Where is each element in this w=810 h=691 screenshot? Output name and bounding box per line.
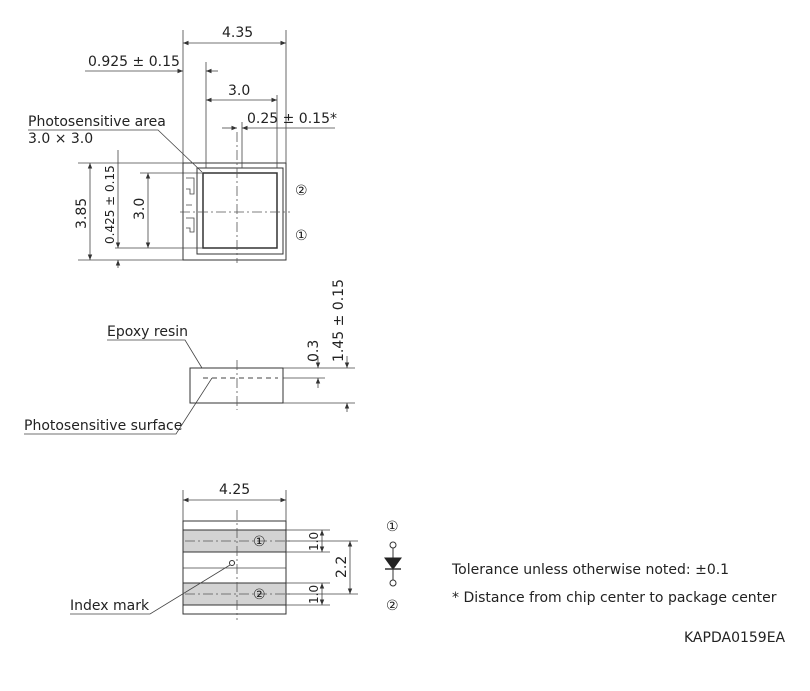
dim-pad-2: 1.0 [307,584,321,604]
dim-center-offset: 0.25 ± 0.15* [247,111,337,127]
side-view [24,279,355,434]
label-photosensitive-surface: Photosensitive surface [24,418,183,434]
label-photosensitive-area: Photosensitive area [28,114,166,130]
top-package-outline [183,163,286,260]
pin-2-mark: ② [295,183,308,199]
dim-offset-top: 0.925 ± 0.15 [88,54,180,70]
notes [451,562,786,646]
note-tolerance: Tolerance unless otherwise noted: ±0.1 [452,562,730,578]
top-view [28,25,337,268]
index-mark-dot [230,561,235,566]
dim-thickness: 1.45 ± 0.15 [331,279,347,362]
dim-height-top: 3.85 [74,197,90,229]
pin-1-mark: ① [295,228,308,244]
note-footnote: * Distance from chip center to package center [452,590,777,606]
diode-symbol [385,519,401,614]
bond-pad-feature [186,178,194,232]
diode-triangle [385,558,401,569]
photosensitive-area-inner [203,173,277,248]
label-epoxy-resin: Epoxy resin [107,324,189,340]
dim-pitch: 2.2 [334,555,350,578]
pad-1-label: ① [253,534,266,550]
photosensitive-area-outer [197,168,283,254]
label-photosensitive-area-size: 3.0 × 3.0 [28,131,94,147]
dim-width-top: 4.35 [222,25,254,41]
pad-2-label: ② [253,587,266,603]
bottom-view [70,482,358,620]
dim-area-height: 3.0 [132,197,148,220]
dim-area-width: 3.0 [228,83,251,99]
dim-width-bottom: 4.25 [219,482,251,498]
dim-surface-depth: 0.3 [306,339,322,362]
diode-pin-1: ① [386,519,399,535]
dim-pad-1: 1.0 [307,531,321,551]
label-index-mark: Index mark [70,598,150,614]
side-package-outline [190,368,283,403]
diode-pin-2: ② [386,598,399,614]
drawing-code: KAPDA0159EA [684,630,786,646]
dim-vertical-offset: 0.425 ± 0.15 [103,165,117,244]
